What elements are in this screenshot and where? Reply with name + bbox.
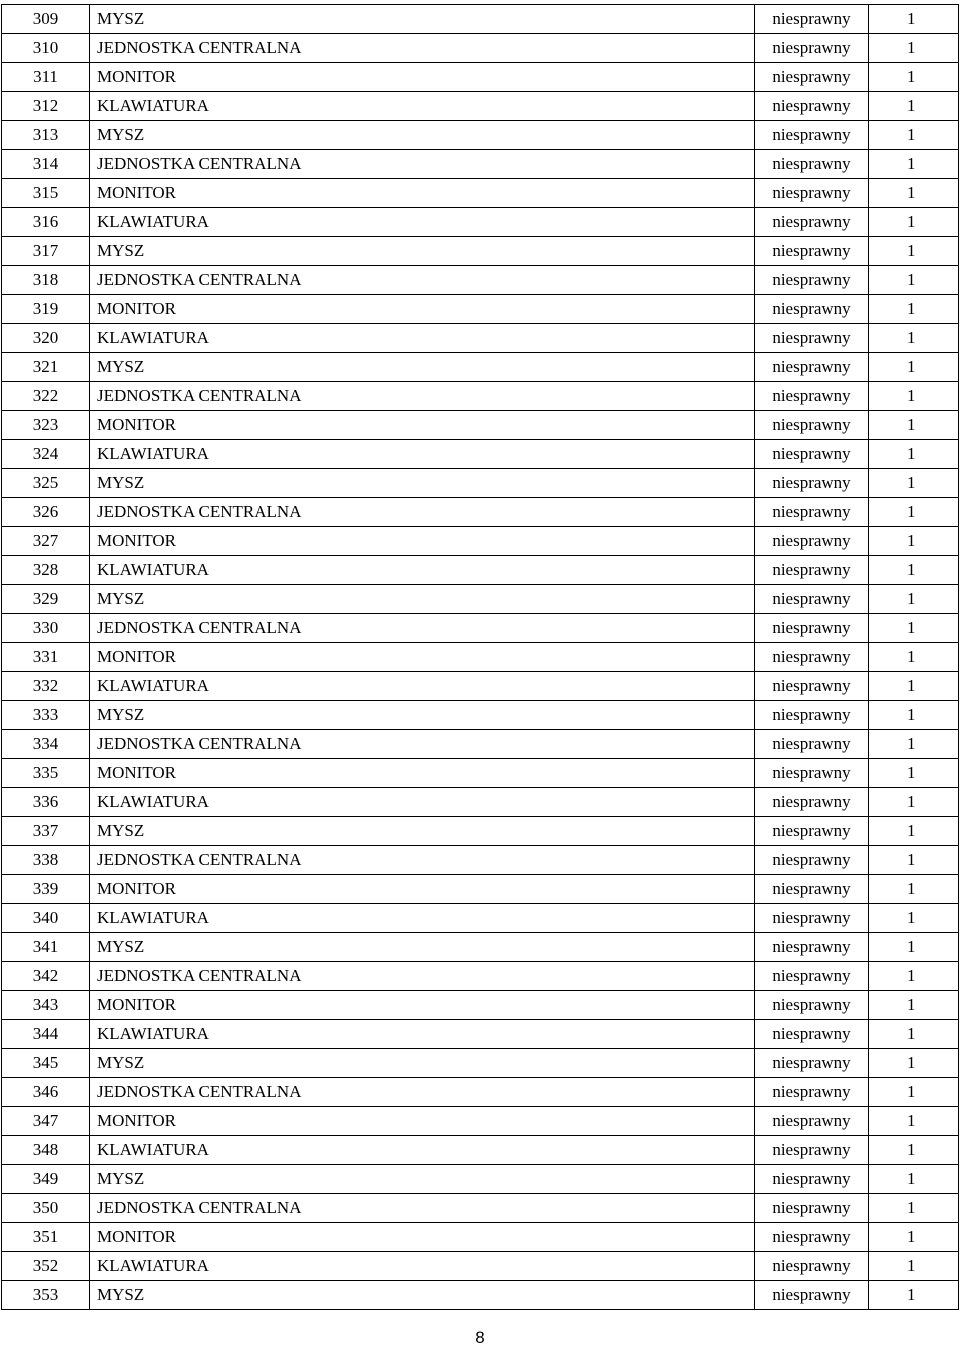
item-status: niesprawny [755, 788, 869, 817]
table-row [2, 440, 959, 469]
item-number: 327 [2, 527, 90, 556]
table-row [2, 904, 959, 933]
item-number: 341 [2, 933, 90, 962]
item-name: KLAWIATURA [90, 440, 755, 469]
item-name: MONITOR [90, 411, 755, 440]
item-quantity: 1 [869, 92, 959, 121]
table-row [2, 353, 959, 382]
item-name: MONITOR [90, 875, 755, 904]
item-number: 335 [2, 759, 90, 788]
table-row [2, 92, 959, 121]
item-quantity: 1 [869, 788, 959, 817]
item-name: JEDNOSTKA CENTRALNA [90, 846, 755, 875]
table-row [2, 150, 959, 179]
item-name: MONITOR [90, 759, 755, 788]
item-status: niesprawny [755, 730, 869, 759]
item-number: 315 [2, 179, 90, 208]
item-quantity: 1 [869, 1136, 959, 1165]
item-number: 314 [2, 150, 90, 179]
item-name: KLAWIATURA [90, 1020, 755, 1049]
table-row [2, 759, 959, 788]
item-name: MYSZ [90, 5, 755, 34]
item-number: 317 [2, 237, 90, 266]
item-quantity: 1 [869, 237, 959, 266]
item-name: MONITOR [90, 1107, 755, 1136]
item-status: niesprawny [755, 469, 869, 498]
item-quantity: 1 [869, 1078, 959, 1107]
item-status: niesprawny [755, 1252, 869, 1281]
table-row [2, 469, 959, 498]
item-name: MONITOR [90, 1223, 755, 1252]
item-quantity: 1 [869, 1252, 959, 1281]
table-row [2, 1136, 959, 1165]
item-status: niesprawny [755, 411, 869, 440]
item-number: 332 [2, 672, 90, 701]
table-row [2, 643, 959, 672]
table-row [2, 1078, 959, 1107]
item-name: JEDNOSTKA CENTRALNA [90, 34, 755, 63]
item-number: 344 [2, 1020, 90, 1049]
item-quantity: 1 [869, 150, 959, 179]
item-status: niesprawny [755, 34, 869, 63]
item-name: KLAWIATURA [90, 672, 755, 701]
table-row [2, 556, 959, 585]
table-row [2, 382, 959, 411]
item-quantity: 1 [869, 643, 959, 672]
item-number: 316 [2, 208, 90, 237]
item-status: niesprawny [755, 1078, 869, 1107]
item-name: KLAWIATURA [90, 904, 755, 933]
item-name: MONITOR [90, 179, 755, 208]
item-status: niesprawny [755, 150, 869, 179]
item-quantity: 1 [869, 1281, 959, 1310]
item-status: niesprawny [755, 962, 869, 991]
item-status: niesprawny [755, 1136, 869, 1165]
table-row [2, 411, 959, 440]
item-number: 343 [2, 991, 90, 1020]
item-status: niesprawny [755, 237, 869, 266]
item-quantity: 1 [869, 759, 959, 788]
item-number: 320 [2, 324, 90, 353]
item-number: 312 [2, 92, 90, 121]
item-name: MYSZ [90, 121, 755, 150]
item-status: niesprawny [755, 92, 869, 121]
item-quantity: 1 [869, 1194, 959, 1223]
item-status: niesprawny [755, 1194, 869, 1223]
table-row [2, 962, 959, 991]
item-quantity: 1 [869, 353, 959, 382]
item-number: 351 [2, 1223, 90, 1252]
item-quantity: 1 [869, 614, 959, 643]
item-name: MONITOR [90, 295, 755, 324]
table-row [2, 1252, 959, 1281]
item-number: 350 [2, 1194, 90, 1223]
item-status: niesprawny [755, 556, 869, 585]
item-status: niesprawny [755, 382, 869, 411]
item-quantity: 1 [869, 1107, 959, 1136]
item-status: niesprawny [755, 5, 869, 34]
item-name: MYSZ [90, 1049, 755, 1078]
item-status: niesprawny [755, 1049, 869, 1078]
item-quantity: 1 [869, 324, 959, 353]
table-row [2, 817, 959, 846]
item-number: 331 [2, 643, 90, 672]
page-number: 8 [475, 1328, 485, 1347]
item-name: KLAWIATURA [90, 208, 755, 237]
item-number: 328 [2, 556, 90, 585]
item-name: JEDNOSTKA CENTRALNA [90, 150, 755, 179]
table-row [2, 788, 959, 817]
table-row [2, 34, 959, 63]
table-row [2, 672, 959, 701]
item-number: 353 [2, 1281, 90, 1310]
item-quantity: 1 [869, 121, 959, 150]
table-row [2, 295, 959, 324]
item-status: niesprawny [755, 643, 869, 672]
item-status: niesprawny [755, 266, 869, 295]
item-quantity: 1 [869, 1049, 959, 1078]
item-number: 321 [2, 353, 90, 382]
item-number: 338 [2, 846, 90, 875]
item-status: niesprawny [755, 846, 869, 875]
item-quantity: 1 [869, 962, 959, 991]
table-row [2, 1049, 959, 1078]
item-name: JEDNOSTKA CENTRALNA [90, 1194, 755, 1223]
table-row [2, 585, 959, 614]
item-number: 349 [2, 1165, 90, 1194]
item-status: niesprawny [755, 1165, 869, 1194]
item-status: niesprawny [755, 179, 869, 208]
item-name: MONITOR [90, 527, 755, 556]
table-row [2, 875, 959, 904]
item-number: 339 [2, 875, 90, 904]
item-name: JEDNOSTKA CENTRALNA [90, 730, 755, 759]
table-row [2, 1107, 959, 1136]
item-status: niesprawny [755, 991, 869, 1020]
item-quantity: 1 [869, 295, 959, 324]
item-name: JEDNOSTKA CENTRALNA [90, 382, 755, 411]
item-status: niesprawny [755, 121, 869, 150]
table-row [2, 1281, 959, 1310]
item-quantity: 1 [869, 5, 959, 34]
item-quantity: 1 [869, 1165, 959, 1194]
item-quantity: 1 [869, 411, 959, 440]
item-number: 324 [2, 440, 90, 469]
item-number: 337 [2, 817, 90, 846]
table-row [2, 63, 959, 92]
table-row [2, 237, 959, 266]
table-row [2, 846, 959, 875]
item-number: 346 [2, 1078, 90, 1107]
item-name: KLAWIATURA [90, 1136, 755, 1165]
item-number: 322 [2, 382, 90, 411]
item-name: KLAWIATURA [90, 556, 755, 585]
table-row [2, 208, 959, 237]
item-name: MYSZ [90, 353, 755, 382]
item-name: MYSZ [90, 1281, 755, 1310]
table-row [2, 1194, 959, 1223]
item-number: 326 [2, 498, 90, 527]
item-quantity: 1 [869, 585, 959, 614]
item-number: 342 [2, 962, 90, 991]
item-name: MYSZ [90, 585, 755, 614]
item-name: MYSZ [90, 237, 755, 266]
item-name: MONITOR [90, 63, 755, 92]
item-name: JEDNOSTKA CENTRALNA [90, 614, 755, 643]
table-row [2, 179, 959, 208]
item-name: KLAWIATURA [90, 92, 755, 121]
item-quantity: 1 [869, 1020, 959, 1049]
table-row [2, 1165, 959, 1194]
table-row [2, 701, 959, 730]
item-quantity: 1 [869, 179, 959, 208]
item-status: niesprawny [755, 904, 869, 933]
item-name: JEDNOSTKA CENTRALNA [90, 266, 755, 295]
item-name: KLAWIATURA [90, 788, 755, 817]
table-row [2, 1223, 959, 1252]
item-number: 352 [2, 1252, 90, 1281]
item-number: 345 [2, 1049, 90, 1078]
item-name: JEDNOSTKA CENTRALNA [90, 498, 755, 527]
item-quantity: 1 [869, 63, 959, 92]
item-status: niesprawny [755, 440, 869, 469]
item-number: 340 [2, 904, 90, 933]
item-number: 329 [2, 585, 90, 614]
item-status: niesprawny [755, 295, 869, 324]
item-number: 347 [2, 1107, 90, 1136]
item-number: 311 [2, 63, 90, 92]
table-row [2, 614, 959, 643]
item-status: niesprawny [755, 875, 869, 904]
item-quantity: 1 [869, 730, 959, 759]
inventory-table [1, 4, 959, 1310]
item-name: JEDNOSTKA CENTRALNA [90, 962, 755, 991]
table-row [2, 527, 959, 556]
table-row [2, 266, 959, 295]
table-row [2, 933, 959, 962]
item-number: 325 [2, 469, 90, 498]
item-status: niesprawny [755, 498, 869, 527]
item-number: 313 [2, 121, 90, 150]
item-name: MYSZ [90, 933, 755, 962]
item-quantity: 1 [869, 382, 959, 411]
item-name: KLAWIATURA [90, 324, 755, 353]
item-name: MONITOR [90, 991, 755, 1020]
item-quantity: 1 [869, 440, 959, 469]
item-name: JEDNOSTKA CENTRALNA [90, 1078, 755, 1107]
item-status: niesprawny [755, 933, 869, 962]
item-status: niesprawny [755, 208, 869, 237]
table-row [2, 121, 959, 150]
item-status: niesprawny [755, 614, 869, 643]
item-number: 318 [2, 266, 90, 295]
item-status: niesprawny [755, 759, 869, 788]
item-name: MYSZ [90, 817, 755, 846]
item-status: niesprawny [755, 585, 869, 614]
item-status: niesprawny [755, 353, 869, 382]
item-quantity: 1 [869, 469, 959, 498]
item-name: MONITOR [90, 643, 755, 672]
item-quantity: 1 [869, 933, 959, 962]
table-body [2, 5, 959, 1310]
item-quantity: 1 [869, 498, 959, 527]
item-status: niesprawny [755, 1223, 869, 1252]
item-number: 330 [2, 614, 90, 643]
item-status: niesprawny [755, 527, 869, 556]
item-number: 310 [2, 34, 90, 63]
item-quantity: 1 [869, 208, 959, 237]
table-row [2, 1020, 959, 1049]
item-quantity: 1 [869, 266, 959, 295]
item-number: 319 [2, 295, 90, 324]
item-quantity: 1 [869, 875, 959, 904]
item-quantity: 1 [869, 701, 959, 730]
item-name: MYSZ [90, 701, 755, 730]
item-number: 309 [2, 5, 90, 34]
item-name: MYSZ [90, 1165, 755, 1194]
item-name: MYSZ [90, 469, 755, 498]
table-row [2, 324, 959, 353]
item-quantity: 1 [869, 991, 959, 1020]
item-number: 348 [2, 1136, 90, 1165]
item-status: niesprawny [755, 1107, 869, 1136]
table-row [2, 991, 959, 1020]
item-quantity: 1 [869, 527, 959, 556]
item-quantity: 1 [869, 817, 959, 846]
item-number: 333 [2, 701, 90, 730]
item-status: niesprawny [755, 1020, 869, 1049]
item-quantity: 1 [869, 904, 959, 933]
item-name: KLAWIATURA [90, 1252, 755, 1281]
table-row [2, 498, 959, 527]
table-row [2, 5, 959, 34]
item-quantity: 1 [869, 1223, 959, 1252]
item-quantity: 1 [869, 672, 959, 701]
table-row [2, 730, 959, 759]
item-status: niesprawny [755, 1281, 869, 1310]
item-quantity: 1 [869, 34, 959, 63]
item-quantity: 1 [869, 846, 959, 875]
item-number: 334 [2, 730, 90, 759]
item-number: 323 [2, 411, 90, 440]
item-quantity: 1 [869, 556, 959, 585]
item-status: niesprawny [755, 672, 869, 701]
item-status: niesprawny [755, 63, 869, 92]
item-status: niesprawny [755, 817, 869, 846]
item-status: niesprawny [755, 701, 869, 730]
item-status: niesprawny [755, 324, 869, 353]
item-number: 336 [2, 788, 90, 817]
